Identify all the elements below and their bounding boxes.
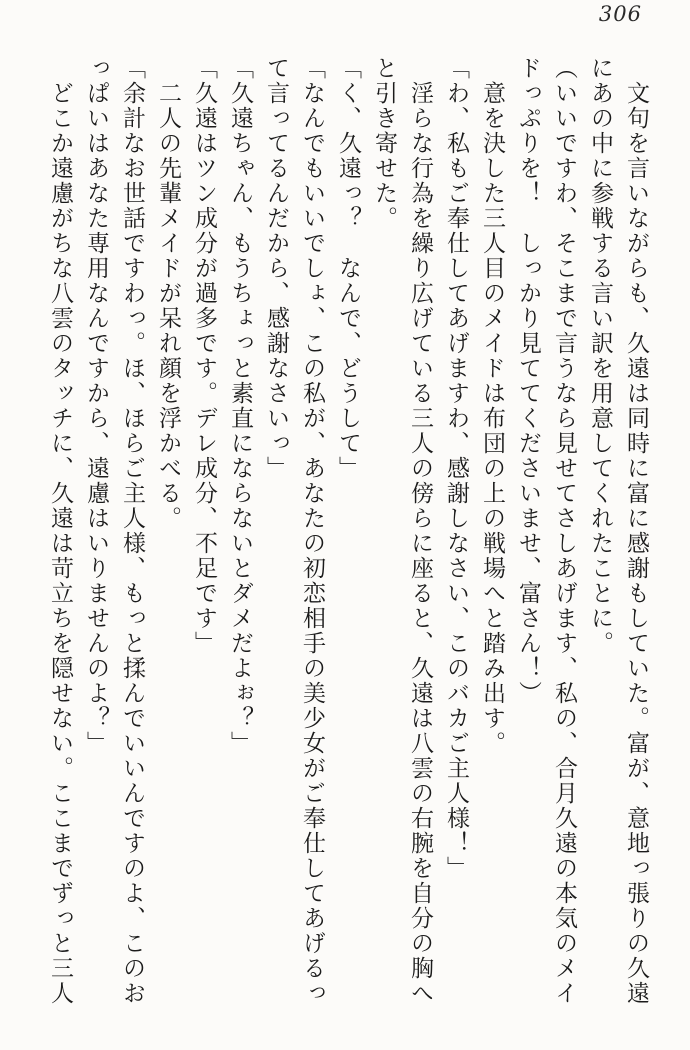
text-line: ドっぷりを！ しっかり見ててくださいませ、富さん！） (516, 56, 541, 706)
text-line: 「く、久遠っ？ なんで、どうして」 (336, 56, 361, 481)
text-line: 文句を言いながらも、久遠は同時に富に感謝もしていた。富が、意地っ張りの久遠 (624, 81, 649, 1006)
text-line: 「余計なお世話ですわっ。ほ、ほらご主人様、もっと揉んでいいんですのよ、このお (120, 56, 145, 1006)
page-number: 306 (598, 2, 642, 26)
text-line: 「なんでもいいでしょ、この私が、あなたの初恋相手の美少女がご奉仕してあげるっ (300, 56, 325, 1006)
text-line: 「わ、私もご奉仕してあげますわ、感謝しなさい、このバカご主人様！」 (444, 56, 469, 881)
text-line: 二人の先輩メイドが呆れ顔を浮かべる。 (156, 81, 181, 531)
text-line: と引き寄せた。 (372, 56, 397, 231)
text-line: 淫らな行為を繰り広げている三人の傍らに座ると、久遠は八雲の右腕を自分の胸へ (408, 81, 433, 1006)
text-line: て言ってるんだから、感謝なさいっ」 (264, 56, 289, 481)
vertical-text-area (42, 56, 654, 1018)
text-line: （いいですわ、そこまで言うなら見せてさしあげます、私の、合月久遠の本気のメイ (552, 56, 577, 1006)
text-line: どこか遠慮がちな八雲のタッチに、久遠は苛立ちを隠せない。ここまでずっと三人 (48, 81, 73, 1006)
text-line: っぱいはあなた専用なんですから、遠慮はいりませんのよ？」 (84, 56, 109, 756)
text-line: にあの中に参戦する言い訳を用意してくれたことに。 (588, 56, 613, 656)
text-line: 「久遠はツン成分が過多です。デレ成分、不足です」 (192, 56, 217, 656)
text-line: 「久遠ちゃん、もうちょっと素直にならないとダメだよぉ？」 (228, 56, 253, 756)
text-line: 意を決した三人目のメイドは布団の上の戦場へと踏み出す。 (480, 81, 505, 756)
